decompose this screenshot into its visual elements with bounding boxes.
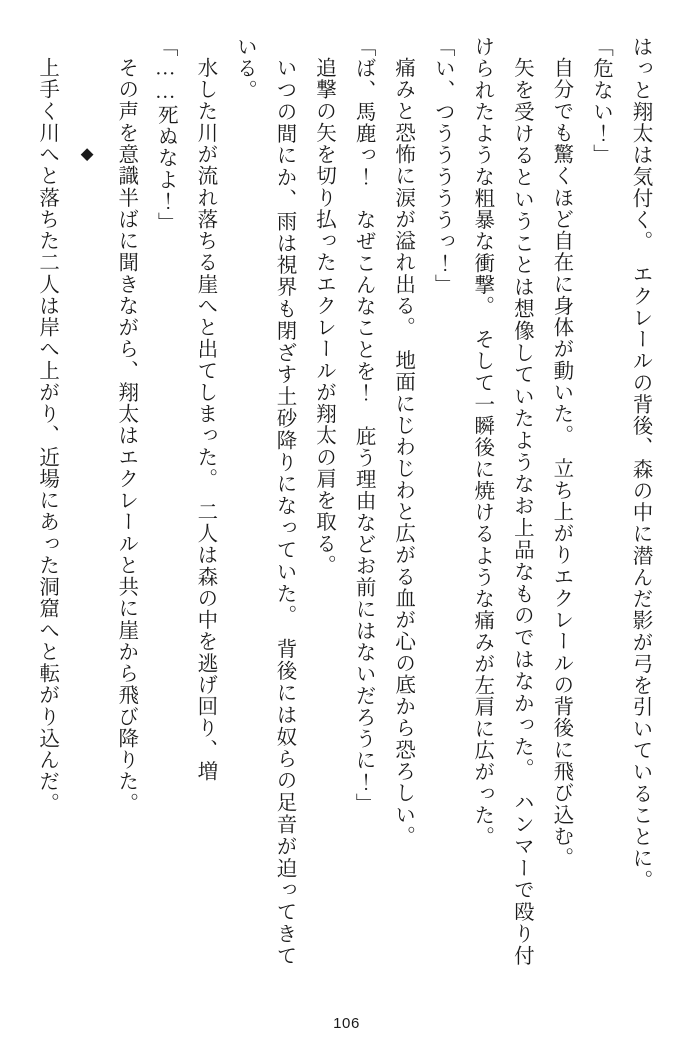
- diamond-icon: ◆: [77, 142, 97, 163]
- paragraph-narration: 水した川が流れ落ちる崖へと出てしまった。 二人は森の中を逃げ回り、増: [193, 56, 216, 782]
- paragraph-narration: 矢を受けるということは想像していたようなお上品なものではなかった。 ハンマーで殴り付けられたような粗暴な衝撃。 そして一瞬後に焼けるような痛みが左肩に広がった。: [470, 36, 533, 966]
- scene-break-ornament: [66, 36, 106, 966]
- paragraph-narration: 上手く川へと落ちた二人は岸へ上がり、近場にあった洞窟へと転がり込んだ。: [35, 56, 58, 814]
- paragraph-narration-with-ruby: 追撃の矢を切り払ったエクレールが翔太の肩を取る。: [312, 56, 335, 576]
- paragraph-dialogue: 「ば、馬鹿っ！ なぜこんなことを！ 庇う理由などお前にはないだろうに！」: [352, 36, 375, 815]
- paragraph-dialogue: 「い、つうううううっ！」: [431, 36, 454, 296]
- paragraph-narration: いつの間にか、雨は視界も閉ざす土砂降りになっていた。 背後には奴らの足音が迫ってきている。: [233, 36, 295, 966]
- paragraph-narration: その声を意識半ばに聞きながら、翔太はエクレールと共に崖から飛び降りた。: [114, 56, 137, 814]
- paragraph-dialogue: 「……死ぬなよ！」: [154, 36, 177, 234]
- page-body-text: [35, 36, 659, 966]
- paragraph-narration: 痛みと恐怖に涙が溢れ出る。 地面にじわじわと広がる血が心の底から恐ろしい。: [391, 56, 414, 847]
- paragraph-narration: 自分でも驚くほど自在に身体が動いた。 立ち上がりエクレールの背後に飛び込む。: [549, 56, 572, 869]
- paragraph-dialogue: 「危ない！」: [589, 36, 612, 166]
- paragraph-narration: はっと翔太は気付く。 エクレールの背後、森の中に潜んだ影が弓を引いていることに。: [629, 36, 651, 891]
- page-number: 106: [333, 1015, 360, 1032]
